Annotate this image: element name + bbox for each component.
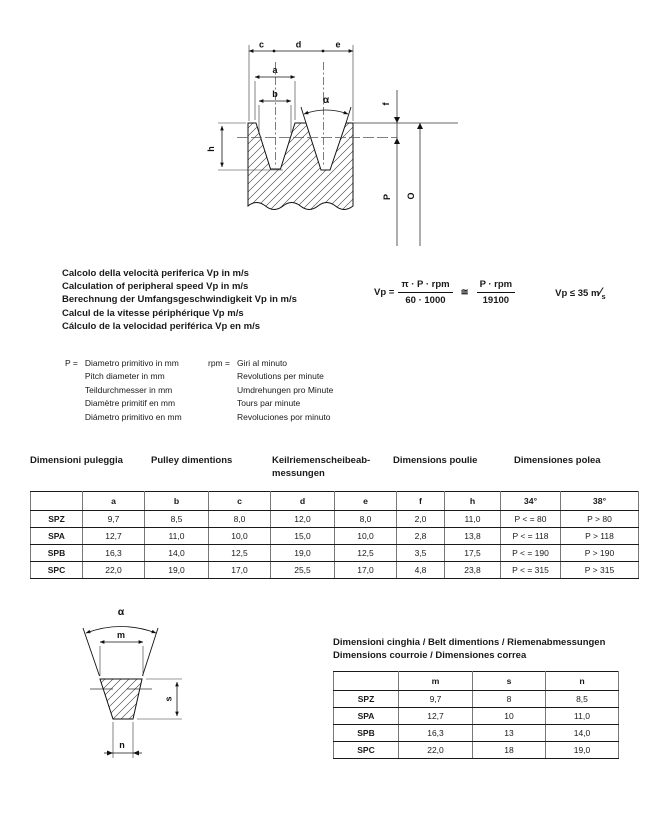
- definition-P: [65, 357, 208, 424]
- cell: 14,0: [145, 545, 209, 562]
- dim-label-a: a: [272, 65, 278, 75]
- pulley-body: [248, 123, 353, 210]
- formula-fraction-1: [398, 279, 452, 306]
- heading-line-fr: Calcul de la vitesse périphérique Vp m/s: [62, 307, 244, 319]
- cell: 22,0: [83, 562, 145, 579]
- row-label: SPZ: [31, 511, 83, 528]
- def-rpm-line: Giri al minuto: [236, 358, 288, 368]
- cell: 9,7: [399, 691, 473, 708]
- table-row: [334, 708, 619, 725]
- cell: 14,0: [546, 725, 619, 742]
- cell: 11,0: [546, 708, 619, 725]
- dim-label-b: b: [272, 89, 278, 99]
- cell: 12,5: [335, 545, 397, 562]
- col-header: [334, 672, 399, 691]
- cell: 25,5: [271, 562, 335, 579]
- cell: P < = 190: [501, 545, 561, 562]
- cell: P > 118: [561, 528, 639, 545]
- row-label: SPZ: [334, 691, 399, 708]
- def-p-line: Diámetro primitivo en mm: [84, 411, 182, 422]
- group-title-it: Dimensioni puleggia: [30, 455, 123, 466]
- def-p-line: Pitch diameter in mm: [84, 371, 165, 382]
- cell: 9,7: [83, 511, 145, 528]
- cell: 8,5: [546, 691, 619, 708]
- col-header-a: a: [83, 492, 145, 511]
- heading-line-en: Calculation of peripheral speed Vp in m/s: [62, 281, 249, 293]
- group-title-en: Pulley dimentions: [151, 455, 233, 466]
- cell: 18: [473, 742, 546, 759]
- dim-label-h: h: [206, 146, 216, 152]
- col-header-c: c: [209, 492, 271, 511]
- cell: 15,0: [271, 528, 335, 545]
- belt-table-title-line1: Dimensioni cinghia / Belt dimentions / Riemenabmessungen: [333, 637, 606, 648]
- cell: 19,0: [546, 742, 619, 759]
- cell: 3,5: [397, 545, 445, 562]
- col-header: [31, 492, 83, 511]
- fraction1-numerator: π · P · rpm: [398, 279, 452, 293]
- limit-text: Vp ≤ 35: [555, 287, 589, 299]
- cell: P < = 315: [501, 562, 561, 579]
- dim-label-O: O: [406, 192, 416, 200]
- cell: 10,0: [209, 528, 271, 545]
- pulley-groove-diagram: [120, 25, 470, 255]
- cell: P < = 118: [501, 528, 561, 545]
- cell: 23,8: [445, 562, 501, 579]
- cell: 12,7: [399, 708, 473, 725]
- belt-table-title-line2: Dimensions courroie / Dimensiones correa: [333, 650, 527, 661]
- cell: 10,0: [335, 528, 397, 545]
- belt-table-header-row: [334, 672, 619, 691]
- pulley-table-header-row: [31, 492, 639, 511]
- definition-P-symbol: P =: [65, 358, 78, 368]
- speed-limit: [555, 285, 605, 301]
- cell: 17,0: [335, 562, 397, 579]
- col-header-f: f: [397, 492, 445, 511]
- group-title-fr: Dimensions poulie: [393, 455, 478, 466]
- def-rpm-line: Umdrehungen pro Minute: [236, 384, 334, 395]
- cell: 11,0: [445, 511, 501, 528]
- cell: P > 315: [561, 562, 639, 579]
- dim-label-s: s: [163, 696, 174, 702]
- row-label: SPA: [31, 528, 83, 545]
- row-label: SPC: [334, 742, 399, 759]
- pulley-table-group-titles: [30, 455, 642, 480]
- unit-m: m: [590, 287, 600, 299]
- fraction2-denominator: 19100: [482, 295, 510, 306]
- dim-label-P: P: [382, 193, 392, 201]
- cell: 17,0: [209, 562, 271, 579]
- cell: 19,0: [271, 545, 335, 562]
- table-row: [31, 528, 639, 545]
- group-title-es: Dimensiones polea: [514, 455, 601, 466]
- heading-line-de: Berechnung der Umfangsgeschwindigkeit Vp in m/s: [62, 294, 297, 306]
- col-header-e: e: [335, 492, 397, 511]
- cell: P < = 80: [501, 511, 561, 528]
- def-p-line: Diamètre primitif en mm: [84, 398, 176, 409]
- heading-line-es: Cálculo de la velocidad periférica Vp en m/s: [62, 320, 260, 332]
- formula-lhs: Vp =: [374, 287, 395, 298]
- def-p-line: Diametro primitivo in mm: [84, 358, 179, 368]
- cell: 8: [473, 691, 546, 708]
- cell: 8,0: [209, 511, 271, 528]
- table-row: [334, 742, 619, 759]
- cell: 16,3: [399, 725, 473, 742]
- unit-s: s: [601, 291, 606, 301]
- col-header-34deg: 34°: [501, 492, 561, 511]
- belt-table-title: [333, 636, 605, 662]
- belt-section-diagram: [60, 595, 260, 770]
- col-header-n: n: [546, 672, 619, 691]
- cell: 10: [473, 708, 546, 725]
- col-header-38deg: 38°: [561, 492, 639, 511]
- definition-P-lines: [85, 357, 182, 424]
- formula-fraction-2: [477, 279, 516, 306]
- row-label: SPC: [31, 562, 83, 579]
- definition-rpm-symbol: rpm =: [208, 358, 230, 368]
- table-row: [31, 562, 639, 579]
- cell: 19,0: [145, 562, 209, 579]
- col-header-h: h: [445, 492, 501, 511]
- fraction-slash: ⁄: [599, 284, 602, 299]
- cell: 11,0: [145, 528, 209, 545]
- col-header-b: b: [145, 492, 209, 511]
- heading-line-it: Calcolo della velocità periferica Vp in m/s: [62, 268, 249, 279]
- cell: 8,5: [145, 511, 209, 528]
- cell: 12,5: [209, 545, 271, 562]
- col-header-d: d: [271, 492, 335, 511]
- dim-label-c: c: [258, 39, 265, 50]
- table-row: [31, 545, 639, 562]
- col-header-s: s: [473, 672, 546, 691]
- cell: 2,0: [397, 511, 445, 528]
- cell: 13,8: [445, 528, 501, 545]
- cell: 22,0: [399, 742, 473, 759]
- table-row: [334, 725, 619, 742]
- table-row: [334, 691, 619, 708]
- speed-calc-heading: [62, 267, 297, 333]
- belt-dimensions-table: [333, 671, 619, 759]
- dim-label-d: d: [295, 39, 302, 50]
- group-title-de: Keilriemenscheibeab- messungen: [272, 455, 371, 479]
- cell: 2,8: [397, 528, 445, 545]
- row-label: SPB: [334, 725, 399, 742]
- approx-sign: ≅: [460, 287, 469, 298]
- cell: 8,0: [335, 511, 397, 528]
- dim-label-m: m: [116, 630, 126, 640]
- dim-label-n: n: [119, 740, 125, 750]
- pulley-dimensions-table: [30, 491, 639, 579]
- dim-label-e: e: [335, 39, 341, 50]
- def-p-line: Teildurchmesser in mm: [84, 384, 173, 395]
- row-label: SPB: [31, 545, 83, 562]
- table-row: [31, 511, 639, 528]
- col-header-m: m: [399, 672, 473, 691]
- cell: 12,0: [271, 511, 335, 528]
- def-rpm-line: Revoluciones por minuto: [236, 411, 331, 422]
- cell: P > 190: [561, 545, 639, 562]
- dim-label-f: f: [381, 102, 391, 106]
- symbol-definitions: [65, 357, 333, 424]
- fraction1-denominator: 60 · 1000: [405, 295, 446, 306]
- def-rpm-line: Revolutions per minute: [236, 371, 324, 382]
- dim-label-alpha: α: [117, 606, 125, 618]
- cell: 17,5: [445, 545, 501, 562]
- cell: 16,3: [83, 545, 145, 562]
- definition-rpm-lines: [237, 357, 333, 424]
- definition-rpm: [208, 357, 333, 424]
- row-label: SPA: [334, 708, 399, 725]
- cell: 13: [473, 725, 546, 742]
- cell: 12,7: [83, 528, 145, 545]
- dim-label-alpha: α: [322, 94, 330, 106]
- fraction2-numerator: P · rpm: [477, 279, 516, 293]
- speed-formula: [374, 279, 606, 306]
- def-rpm-line: Tours par minute: [236, 398, 301, 409]
- cell: P > 80: [561, 511, 639, 528]
- cell: 4,8: [397, 562, 445, 579]
- belt-body: [100, 679, 142, 719]
